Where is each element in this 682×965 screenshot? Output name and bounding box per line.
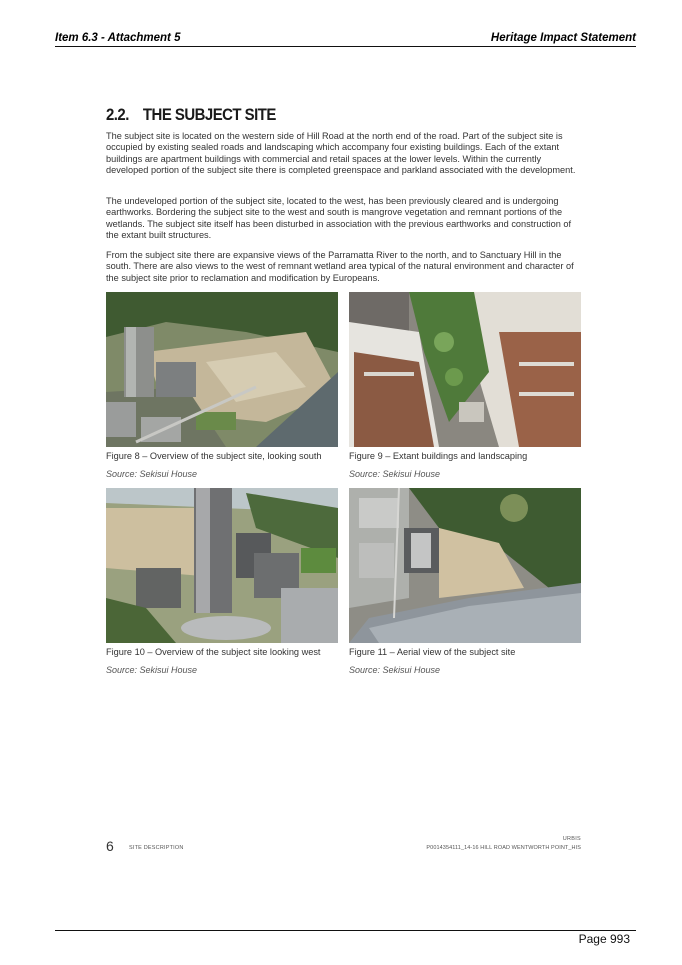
header-left: Item 6.3 - Attachment 5 xyxy=(55,32,181,44)
figure-9-source: Source: Sekisui House xyxy=(349,469,441,479)
figure-10-source: Source: Sekisui House xyxy=(106,665,198,675)
figure-9-caption: Figure 9 – Extant buildings and landscaping xyxy=(349,451,528,461)
figure-10-caption: Figure 10 – Overview of the subject site looking west xyxy=(106,647,321,657)
figure-10-image xyxy=(106,488,338,643)
figure-11-image xyxy=(349,488,581,643)
paragraph-1: The subject site is located on the western side of Hill Road at the north end of the road. Part of the subject site is occupied by existing sealed roads and landscaping which accompany four existing buildings. Each of the extant buildings are apartment buildings with commercial and retail spaces at the lower levels. Within the currently developed portion of the subject site there is completed greenspace and parkland associated with the development. xyxy=(106,131,576,175)
figure-8-caption: Figure 8 – Overview of the subject site, looking south xyxy=(106,451,322,461)
footer-page-number: 6 xyxy=(106,838,114,854)
section-number: 2.2. xyxy=(106,105,129,124)
section-title-text: THE SUBJECT SITE xyxy=(142,105,276,124)
page-label: Page 993 xyxy=(578,932,630,946)
paragraph-2: The undeveloped portion of the subject site, located to the west, has been previously cleared and is undergoing earthworks. Bordering the subject site to the west and south is mangrove vegetation and remnant portions of the wetlands. The subject site itself has been disturbed in association with the previous earthworks and construction of the extant built structures. xyxy=(106,196,572,240)
footer-reference: P0014354111_14-16 HILL ROAD WENTWORTH POINT_HIS xyxy=(426,845,581,851)
header-right: Heritage Impact Statement xyxy=(490,32,636,44)
figure-8-image xyxy=(106,292,338,447)
page-header xyxy=(55,32,636,47)
figure-9-image xyxy=(349,292,581,447)
figure-11-source: Source: Sekisui House xyxy=(349,665,441,675)
footer-divider xyxy=(55,930,636,931)
footer-section-name: SITE DESCRIPTION xyxy=(129,845,184,851)
footer-company: URBIS xyxy=(562,836,581,842)
figure-8-source: Source: Sekisui House xyxy=(106,469,198,479)
paragraph-3: From the subject site there are expansive views of the Parramatta River to the north, and to Sanctuary Hill in the south. There are also views to the west of remnant wetland area typical of the natural environment and character of the subject site prior to reclamation and modification by Europeans. xyxy=(106,250,574,283)
figure-11-caption: Figure 11 – Aerial view of the subject site xyxy=(349,647,516,657)
section-title xyxy=(106,105,276,125)
